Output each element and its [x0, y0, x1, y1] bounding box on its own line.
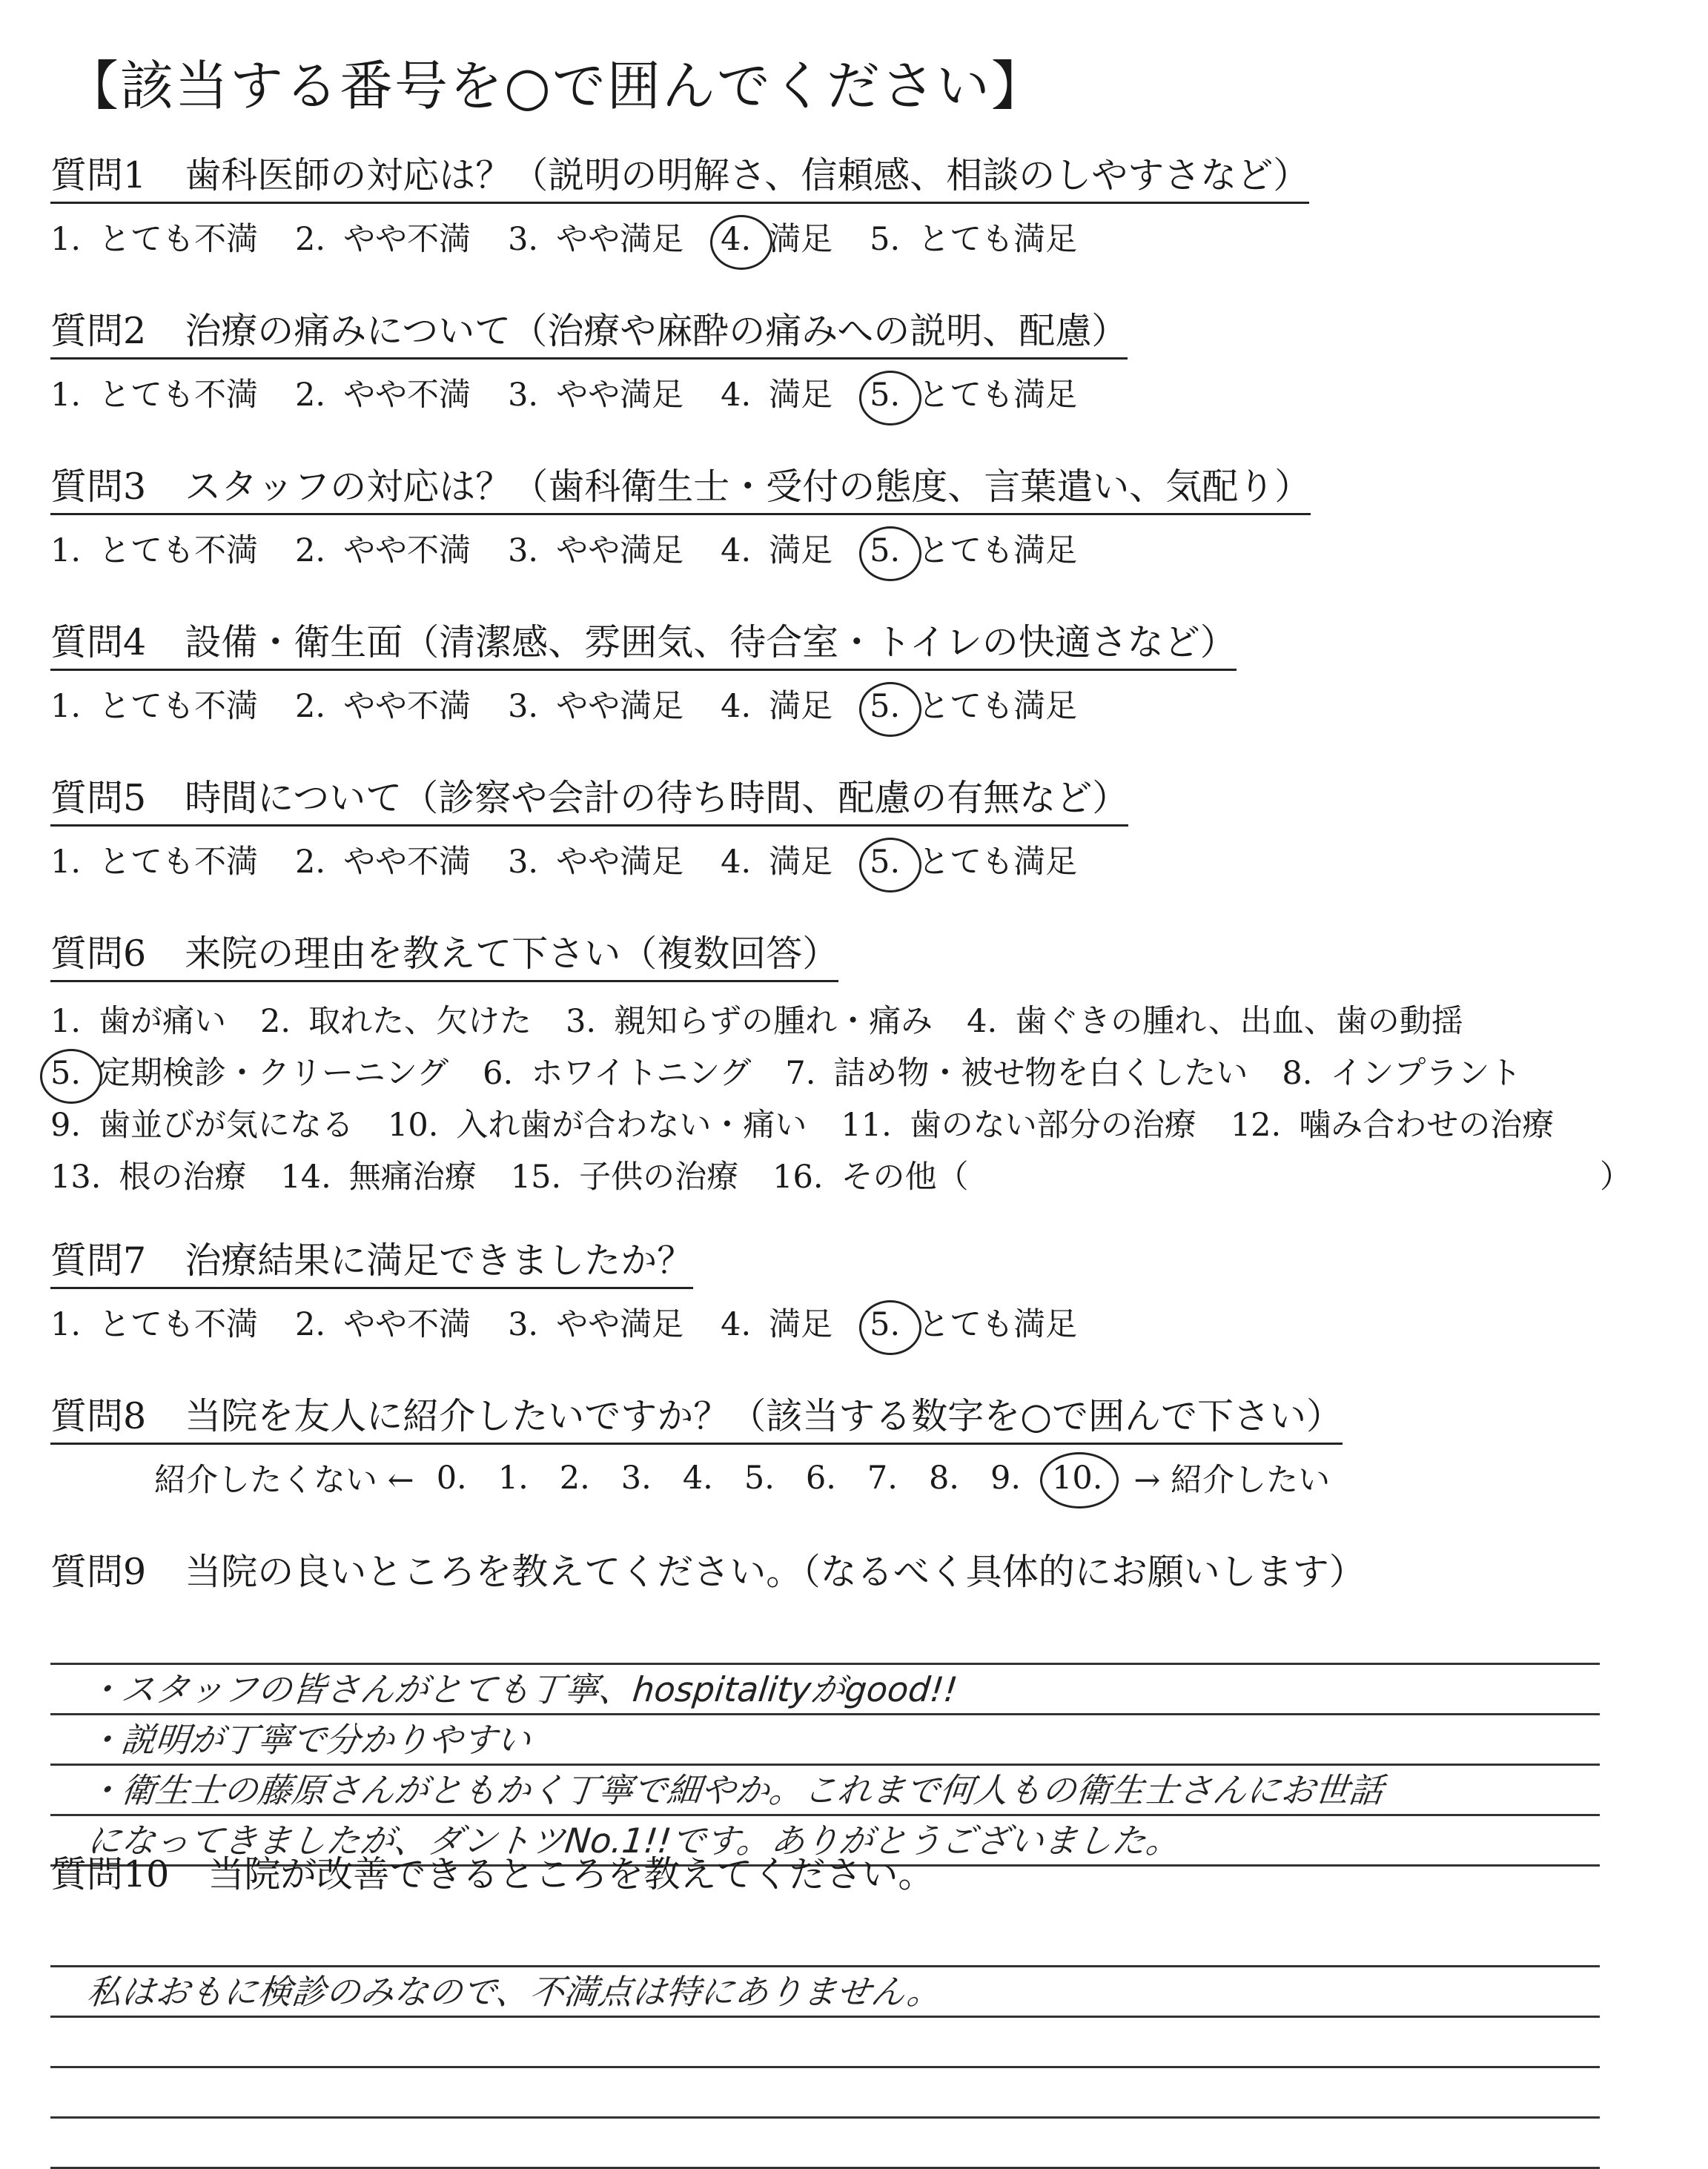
option-number: 14. [280, 1158, 331, 1196]
option-number: 1. [50, 532, 82, 569]
scale-number: 3. [620, 1459, 652, 1497]
option-number: 12. [1230, 1106, 1282, 1144]
option-number: 4. [721, 844, 752, 881]
question-heading [50, 925, 838, 982]
option-label: とても不満 [99, 688, 259, 725]
option-label: とても満足 [918, 1306, 1078, 1343]
option-label: 歯が痛い [99, 1002, 227, 1040]
option-label: 満足 [769, 844, 833, 881]
reason-option [1282, 1048, 1521, 1093]
scale-number: 8. [928, 1459, 959, 1497]
rating-option [721, 526, 833, 571]
question-text: 治療結果に満足できましたか？ [185, 1239, 694, 1282]
rating-option [50, 681, 258, 726]
option-number: 11. [841, 1106, 892, 1144]
question-heading [50, 302, 1128, 360]
scale-left-label: 紹介したくない ← [154, 1462, 414, 1499]
rating-option [508, 214, 683, 259]
handwritten-text: になってきましたが、ダントツNo.1!!です。ありがとうございました。 [85, 1821, 1182, 1861]
answer-line [50, 1967, 1600, 2018]
option-label: その他（ [841, 1158, 969, 1196]
rating-option [870, 526, 1077, 571]
option-number: 1. [50, 1306, 82, 1343]
question-7 [50, 1232, 1666, 1345]
question-number: 質問1 [50, 154, 147, 196]
option-label: 歯並びが気になる [99, 1106, 354, 1144]
option-number: 3. [508, 1306, 539, 1343]
answer-line [50, 1615, 1600, 1665]
scale-number: 10. [1052, 1459, 1103, 1497]
option-label: やや不満 [343, 844, 471, 881]
page-title: 【該当する番号を○で囲んでください】 [65, 55, 1046, 117]
option-label: 満足 [769, 221, 833, 258]
option-label: 定期検診・クリーニング [99, 1054, 449, 1092]
scale-number: 1. [497, 1459, 529, 1497]
option-label: 無痛治療 [348, 1158, 477, 1196]
option-label: やや不満 [343, 688, 471, 725]
question-8 [50, 1388, 1666, 1500]
option-label: やや不満 [343, 1306, 471, 1343]
answer-line [50, 2068, 1600, 2119]
rating-option [870, 370, 1077, 415]
option-label: 親知らずの腫れ・痛み [614, 1002, 933, 1040]
option-number: 4. [721, 532, 752, 569]
scale-number: 0. [436, 1459, 467, 1497]
option-number: 15. [510, 1158, 562, 1196]
option-label: 満足 [769, 532, 833, 569]
rating-option [295, 214, 471, 259]
question-text: 時間について（診察や会計の待ち時間、配慮の有無など） [185, 777, 1129, 819]
rating-option [50, 370, 258, 415]
reason-row [50, 1096, 1666, 1148]
option-number: 5. [870, 688, 901, 725]
answer-line [50, 1917, 1600, 1967]
reason-option [841, 1100, 1196, 1145]
option-number: 1. [50, 377, 82, 414]
option-number: 2. [295, 688, 326, 725]
option-number: 9. [50, 1106, 82, 1144]
option-label: とても不満 [99, 221, 259, 258]
option-number: 8. [1282, 1054, 1313, 1092]
answer-line [50, 1766, 1600, 1816]
option-label: 噛み合わせの治療 [1299, 1106, 1555, 1144]
option-label: やや不満 [343, 532, 471, 569]
question-number: 質問10 [50, 1853, 170, 1895]
question-heading [50, 1232, 693, 1289]
rating-option [50, 837, 258, 882]
rating-options [50, 526, 1666, 571]
option-number: 1. [50, 688, 82, 725]
option-number: 2. [260, 1002, 291, 1040]
question-heading [50, 1846, 934, 1901]
question-text: 当院が改善できるところを教えてください。 [208, 1853, 935, 1895]
rating-option [508, 370, 683, 415]
option-label: ホワイトニング [531, 1054, 752, 1092]
rating-option [870, 1299, 1077, 1345]
option-number: 2. [295, 844, 326, 881]
option-label: 満足 [769, 1306, 833, 1343]
option-label: 根の治療 [119, 1158, 247, 1196]
rating-option [295, 837, 471, 882]
option-number: 3. [508, 377, 539, 414]
question-heading [50, 147, 1309, 204]
rating-option [870, 681, 1077, 726]
option-number: 2. [295, 1306, 326, 1343]
option-number: 2. [295, 377, 326, 414]
option-label: やや不満 [343, 377, 471, 414]
reason-option [388, 1100, 807, 1145]
reason-option [280, 1152, 476, 1197]
question-3 [50, 458, 1666, 571]
rating-option [721, 214, 833, 259]
rating-options [50, 370, 1666, 415]
option-number: 1. [50, 1002, 82, 1040]
question-number: 質問9 [50, 1551, 147, 1593]
option-label: 詰め物・被せ物を白くしたい [833, 1054, 1248, 1092]
option-label: インプラント [1330, 1054, 1522, 1092]
rating-option [50, 526, 258, 571]
option-number: 16. [772, 1158, 824, 1196]
improvement-answer [50, 1917, 1666, 2169]
option-label: とても不満 [99, 532, 259, 569]
good-points-answer [50, 1615, 1666, 1867]
reason-option [772, 1152, 968, 1197]
option-label: とても不満 [99, 377, 259, 414]
option-number: 10. [388, 1106, 439, 1144]
scale-number: 6. [805, 1459, 836, 1497]
scale-number: 4. [682, 1459, 713, 1497]
option-label: とても満足 [918, 377, 1078, 414]
handwritten-text: 私はおもに検診のみなので、不満点は特にありません。 [85, 1972, 944, 2012]
rating-option [295, 681, 471, 726]
option-number: 5. [870, 532, 901, 569]
scale-number: 7. [867, 1459, 898, 1497]
reason-option [260, 996, 532, 1042]
rating-option [508, 1299, 683, 1345]
reason-row [50, 993, 1666, 1044]
rating-option [721, 837, 833, 882]
option-number: 3. [508, 688, 539, 725]
option-number: 1. [50, 844, 82, 881]
question-number: 質問6 [50, 933, 147, 975]
question-heading [50, 1388, 1343, 1445]
option-label: とても不満 [99, 1306, 259, 1343]
reason-row [50, 1148, 1666, 1200]
option-label: 入れ歯が合わない・痛い [456, 1106, 807, 1144]
reason-option [967, 996, 1463, 1042]
option-label: 歯ぐきの腫れ、出血、歯の動揺 [1015, 1002, 1463, 1040]
reason-row [50, 1044, 1666, 1096]
rating-option [721, 681, 833, 726]
question-text: 歯科医師の対応は？（説明の明解さ、信頼感、相談のしやすさなど） [185, 154, 1310, 196]
answer-line [50, 2018, 1600, 2068]
answer-line [50, 1715, 1600, 1766]
answer-line [50, 1665, 1600, 1715]
question-number: 質問4 [50, 621, 147, 663]
option-number: 4. [967, 1002, 998, 1040]
option-number: 7. [785, 1054, 816, 1092]
option-number: 5. [870, 221, 901, 258]
reason-option [50, 1152, 246, 1197]
option-label: 満足 [769, 688, 833, 725]
question-number: 質問7 [50, 1239, 147, 1282]
reason-option [511, 1152, 738, 1197]
reason-option [1231, 1100, 1554, 1145]
option-label: とても不満 [99, 844, 259, 881]
scale-number: 5. [744, 1459, 775, 1497]
reason-options [50, 993, 1666, 1200]
option-number: 4. [721, 688, 752, 725]
question-9 [50, 1543, 1666, 1867]
recommend-scale [154, 1455, 1666, 1500]
handwritten-text: ・説明が丁寧で分かりやすい [85, 1720, 533, 1760]
question-6 [50, 925, 1666, 1200]
question-text: スタッフの対応は？（歯科衛生士・受付の態度、言葉遣い、気配り） [185, 466, 1311, 508]
option-label: 取れた、欠けた [308, 1002, 532, 1040]
rating-option [508, 837, 683, 882]
question-heading [50, 1543, 1366, 1598]
option-number: 3. [566, 1002, 597, 1040]
question-text: 当院を友人に紹介したいですか？（該当する数字を○で囲んで下さい） [185, 1395, 1343, 1437]
question-text: 治療の痛みについて（治療や麻酔の痛みへの説明、配慮） [185, 310, 1128, 352]
scale-number: 2. [559, 1459, 590, 1497]
rating-option [721, 1299, 833, 1345]
option-number: 6. [483, 1054, 514, 1092]
option-label: やや満足 [556, 221, 684, 258]
option-number: 2. [295, 221, 326, 258]
rating-option [870, 837, 1077, 882]
option-label: やや満足 [556, 844, 684, 881]
option-label: やや不満 [343, 221, 471, 258]
question-number: 質問2 [50, 310, 147, 352]
question-heading [50, 458, 1311, 515]
question-heading [50, 614, 1237, 671]
option-number: 5. [870, 377, 901, 414]
option-label: やや満足 [556, 377, 684, 414]
rating-options [50, 837, 1666, 882]
rating-option [295, 1299, 471, 1345]
handwritten-text: ・スタッフの皆さんがとても丁寧、hospitalityがgood!! [85, 1669, 960, 1709]
option-number: 1. [50, 221, 82, 258]
handwritten-text: ・衛生士の藤原さんがともかく丁寧で細やか。これまで何人もの衛生士さんにお世話 [85, 1770, 1386, 1810]
option-number: 5. [870, 1306, 901, 1343]
scale-right-label: → 紹介したい [1133, 1462, 1331, 1499]
option-number: 2. [295, 532, 326, 569]
question-number: 質問3 [50, 466, 147, 508]
option-number: 4. [721, 1306, 752, 1343]
option-number: 4. [721, 377, 752, 414]
question-10 [50, 1846, 1666, 2169]
scale-number: 9. [990, 1459, 1022, 1497]
question-number: 質問5 [50, 777, 147, 819]
rating-option [508, 526, 683, 571]
reason-option [566, 996, 933, 1042]
answer-line [50, 2119, 1600, 2169]
question-heading [50, 769, 1128, 827]
option-label: とても満足 [918, 221, 1078, 258]
question-5 [50, 769, 1666, 882]
option-label: とても満足 [918, 844, 1078, 881]
other-close-paren: ） [1600, 1158, 1632, 1196]
option-number: 5. [50, 1054, 82, 1092]
option-number: 4. [721, 221, 752, 258]
question-number: 質問8 [50, 1395, 147, 1437]
rating-option [295, 526, 471, 571]
rating-options [50, 1299, 1666, 1345]
reason-option [50, 1100, 354, 1145]
reason-option [785, 1048, 1248, 1093]
option-label: 子供の治療 [579, 1158, 739, 1196]
rating-option [508, 681, 683, 726]
rating-option [870, 214, 1077, 259]
option-label: とても満足 [918, 532, 1078, 569]
reason-option [483, 1048, 751, 1093]
reason-option [50, 996, 226, 1042]
question-2 [50, 302, 1666, 415]
option-label: とても満足 [918, 688, 1078, 725]
option-number: 13. [50, 1158, 102, 1196]
question-1 [50, 147, 1666, 259]
reason-option [50, 1048, 448, 1093]
rating-option [50, 214, 258, 259]
option-label: やや満足 [556, 532, 684, 569]
option-label: 満足 [769, 377, 833, 414]
question-4 [50, 614, 1666, 726]
question-text: 設備・衛生面（清潔感、雰囲気、待合室・トイレの快適さなど） [185, 621, 1237, 663]
option-label: やや満足 [556, 688, 684, 725]
option-number: 3. [508, 532, 539, 569]
rating-option [295, 370, 471, 415]
option-label: 歯のない部分の治療 [909, 1106, 1196, 1144]
rating-options [50, 681, 1666, 726]
option-number: 3. [508, 221, 539, 258]
question-text: 来院の理由を教えて下さい（複数回答） [185, 933, 839, 975]
rating-options [50, 214, 1666, 259]
question-text: 当院の良いところを教えてください。（なるべく具体的にお願いします） [185, 1551, 1366, 1593]
option-label: やや満足 [556, 1306, 684, 1343]
rating-option [721, 370, 833, 415]
option-number: 3. [508, 844, 539, 881]
rating-option [50, 1299, 258, 1345]
option-number: 5. [870, 844, 901, 881]
